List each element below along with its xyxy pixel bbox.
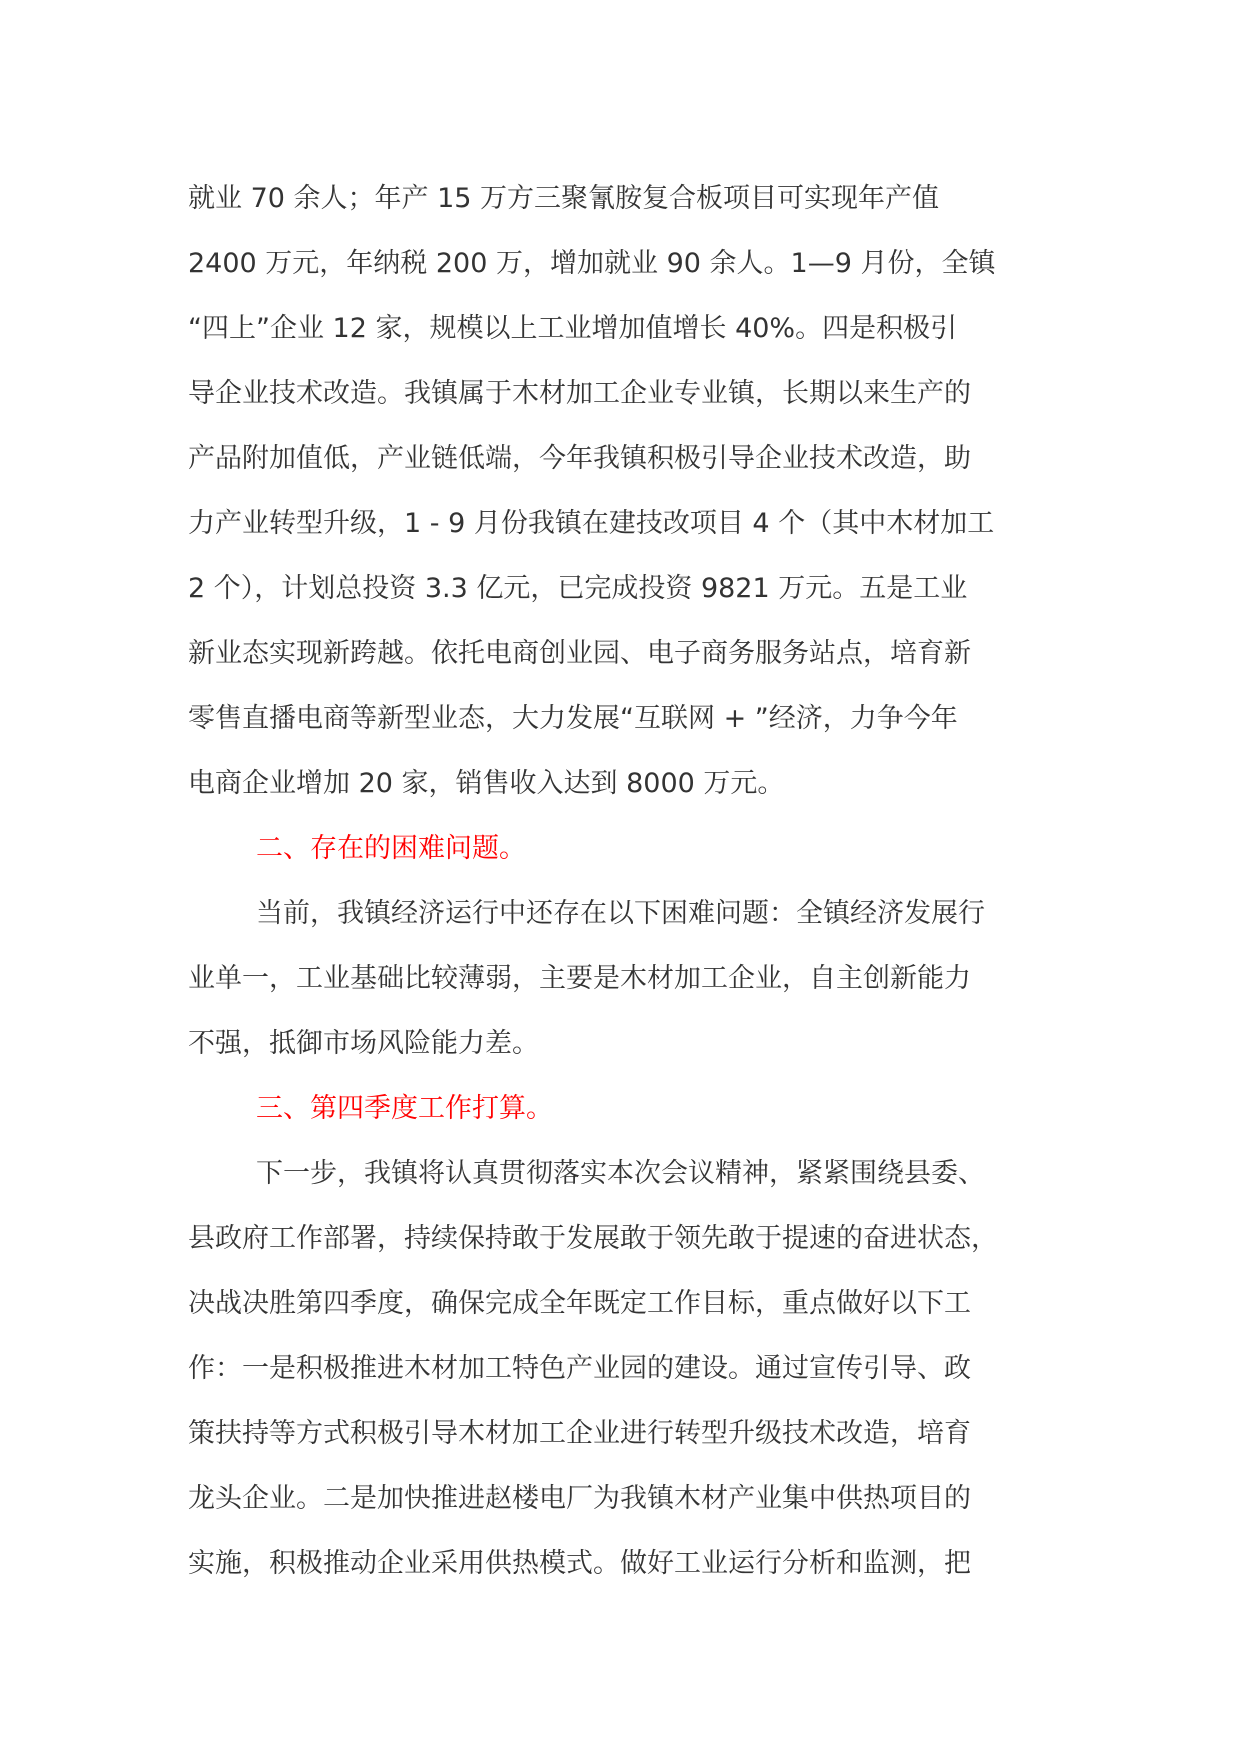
text-line: 县政府工作部署，持续保持敢于发展敢于领先敢于提速的奋进状态， <box>188 1223 998 1254</box>
text-line: 2400 万元，年纳税 200 万，增加就业 90 余人。1—9 月份，全镇 <box>188 248 996 279</box>
text-line: 策扶持等方式积极引导木材加工企业进行转型升级技术改造，培育 <box>188 1418 971 1449</box>
text-line: 作：一是积极推进木材加工特色产业园的建设。通过宣传引导、政 <box>188 1353 971 1384</box>
text-line: 决战决胜第四季度，确保完成全年既定工作目标，重点做好以下工 <box>188 1288 971 1319</box>
text-line: 电商企业增加 20 家，销售收入达到 8000 万元。 <box>188 768 785 799</box>
text-line: 导企业技术改造。我镇属于木材加工企业专业镇，长期以来生产的 <box>188 378 971 409</box>
text-line: 下一步，我镇将认真贯彻落实本次会议精神，紧紧围绕县委、 <box>256 1158 985 1189</box>
text-line: 就业 70 余人；年产 15 万方三聚氰胺复合板项目可实现年产值 <box>188 183 940 214</box>
text-line: 龙头企业。二是加快推进赵楼电厂为我镇木材产业集中供热项目的 <box>188 1483 971 1514</box>
text-line: “四上”企业 12 家，规模以上工业增加值增长 40%。四是积极引 <box>188 313 958 344</box>
text-line: 当前，我镇经济运行中还存在以下困难问题：全镇经济发展行 <box>256 898 985 929</box>
paragraph-2 <box>188 881 1068 1076</box>
paragraph-3 <box>188 1141 1068 1596</box>
text-line: 产品附加值低，产业链低端，今年我镇积极引导企业技术改造，助 <box>188 443 971 474</box>
document-body <box>188 166 1068 1596</box>
section-heading-difficulties: 二、存在的困难问题。 <box>256 833 526 864</box>
text-line: 力产业转型升级，1 - 9 月份我镇在建技改项目 4 个（其中木材加工 <box>188 508 995 539</box>
section-heading-q4-plan: 三、第四季度工作打算。 <box>256 1093 553 1124</box>
paragraph-1 <box>188 166 1068 816</box>
text-line: 2 个），计划总投资 3.3 亿元，已完成投资 9821 万元。五是工业 <box>188 573 968 604</box>
text-line: 不强，抵御市场风险能力差。 <box>188 1028 539 1059</box>
text-line: 业单一，工业基础比较薄弱，主要是木材加工企业，自主创新能力 <box>188 963 971 994</box>
text-line: 零售直播电商等新型业态，大力发展“互联网 + ”经济，力争今年 <box>188 703 958 734</box>
text-line: 实施，积极推动企业采用供热模式。做好工业运行分析和监测，把 <box>188 1548 971 1579</box>
text-line: 新业态实现新跨越。依托电商创业园、电子商务服务站点，培育新 <box>188 638 971 669</box>
